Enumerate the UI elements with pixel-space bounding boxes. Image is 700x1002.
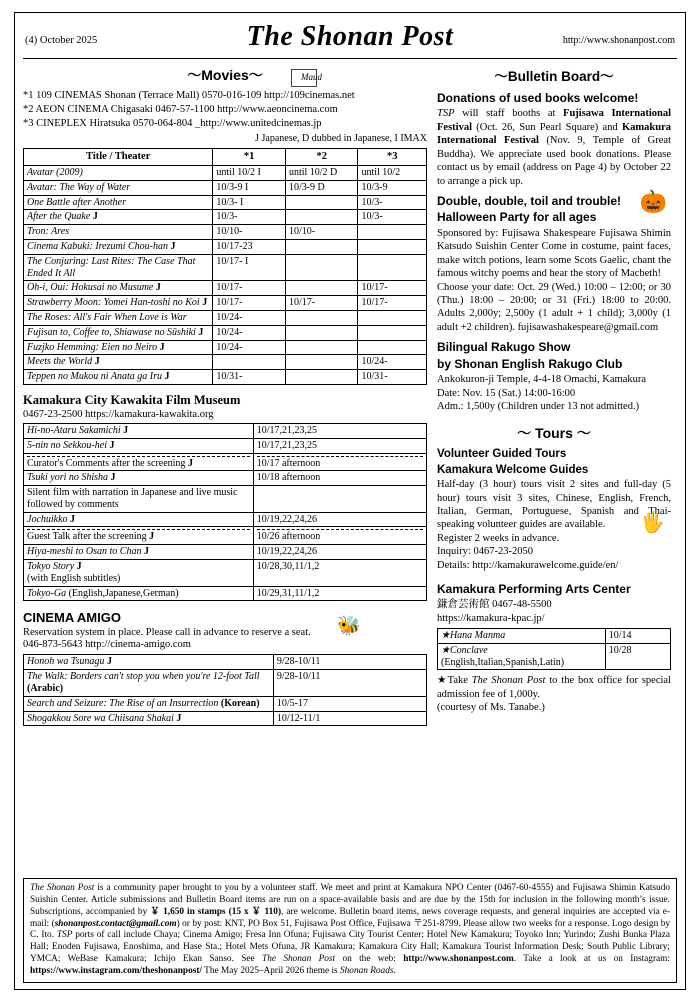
- movie-dates-1: 10/24-: [213, 340, 286, 355]
- right-column: [437, 63, 671, 726]
- bulletin-item-rakugo: [437, 340, 671, 413]
- movie-dates-2: 10/3-9 D: [285, 180, 358, 195]
- movie-title: Meets the World J: [24, 355, 213, 370]
- movie-title: Strawberry Moon: Yomei Han-toshi no Koi J: [24, 296, 213, 311]
- table-row: [24, 355, 427, 370]
- kpac-jp: 鎌倉芸術館 0467-48-5500: [437, 599, 552, 611]
- movie-dates-1: 10/10-: [213, 225, 286, 240]
- movie-dates-1: [213, 355, 286, 370]
- movie-dates-3: 10/17-: [358, 296, 427, 311]
- kawakita-title: Hiya-meshi to Osan to Chan J: [24, 545, 254, 560]
- cinema-2: *2 AEON CINEMA Chigasaki 0467-57-1100 http://www.aeoncinema.com: [23, 103, 338, 115]
- tours-body: Half-day (3 hour) tours visit 2 sites and full-day (5 hour) tours visit 3 sites, Chinese, English, French, Italian, German, Portuguese, Spanish and Thai-speaking volunteer guides are available.: [437, 479, 671, 531]
- table-row: [24, 195, 427, 210]
- table-row: [438, 629, 671, 644]
- table-row: [24, 165, 427, 180]
- paper-title: The Shonan Post: [246, 21, 454, 52]
- kawakita-heading: Kamakura City Kawakita Film Museum: [23, 392, 241, 407]
- table-row: [24, 560, 427, 587]
- table-row: [24, 370, 427, 385]
- kawakita-dates: 10/26 afternoon: [253, 527, 426, 545]
- amigo-table: [23, 654, 427, 726]
- kawakita-title: Hi-no-Ataru Sakamichi J: [24, 423, 254, 438]
- kawakita-title: Tsuki yori no Shisha J: [24, 471, 254, 486]
- table-row: [24, 545, 427, 560]
- movies-heading: ～Movies～: [187, 67, 263, 83]
- amigo-title: The Walk: Borders can't stop you when you're 12-foot Tall (Arabic): [24, 670, 274, 697]
- movie-title: Avatar: The Way of Water: [24, 180, 213, 195]
- table-row: [24, 423, 427, 438]
- movie-dates-2: [285, 325, 358, 340]
- movie-title: After the Quake J: [24, 210, 213, 225]
- rakugo-body: Ankokuron-ji Temple, 4-4-18 Omachi, Kamakura: [437, 374, 647, 386]
- tours-title2: Kamakura Welcome Guides: [437, 463, 589, 476]
- tours-body4[interactable]: Details: http://kamakurawelcome.guide/en/: [437, 559, 619, 571]
- pumpkin-doodle-icon: 🎃: [639, 189, 667, 214]
- movie-dates-2: [285, 310, 358, 325]
- movie-dates-3: 10/31-: [358, 370, 427, 385]
- amigo-dates: 9/28-10/11: [273, 655, 426, 670]
- movies-header-row: [24, 148, 427, 165]
- movie-dates-3: 10/17-: [358, 281, 427, 296]
- amigo-title: Search and Seizure: The Rise of an Insurrection (Korean): [24, 696, 274, 711]
- movie-dates-3: [358, 239, 427, 254]
- tours-block: [437, 447, 671, 572]
- movie-title: Avatar (2009): [24, 165, 213, 180]
- table-row: [24, 453, 427, 471]
- movie-dates-3: 10/24-: [358, 355, 427, 370]
- movie-dates-2: [285, 254, 358, 281]
- col-c3: *3: [358, 148, 427, 165]
- kawakita-dates: 10/18 afternoon: [253, 471, 426, 486]
- movie-dates-2: [285, 370, 358, 385]
- kawakita-title: 5-nin no Sekkou-hei J: [24, 438, 254, 453]
- halloween-body2: Choose your date: Oct. 29 (Wed.) 10:00 – 12:00; or 30 (Thu.) 18:00 – 20:00; or 31 (Fri.) 18:00 to 20:00. Adults 2,000y; 2,500y (1 adult + 1 child); 3,000y (1 adult +2 children). fujisawashakespeare@gmail.com: [437, 281, 671, 333]
- movie-dates-2: [285, 281, 358, 296]
- table-row: [24, 586, 427, 601]
- tours-body2: Register 2 weeks in advance.: [437, 532, 560, 544]
- table-row: [24, 696, 427, 711]
- kawakita-dates: [253, 486, 426, 513]
- kpac-date: 10/14: [605, 629, 670, 644]
- table-row: [24, 310, 427, 325]
- movie-dates-1: until 10/2 I: [213, 165, 286, 180]
- kawakita-title: Guest Talk after the screening J: [24, 527, 254, 545]
- kpac-note2: (courtesy of Ms. Tanabe.): [437, 702, 545, 714]
- movie-title: The Conjuring: Last Rites: The Case That Ended It All: [24, 254, 213, 281]
- left-column: [23, 63, 427, 726]
- halloween-title2: Halloween Party for all ages: [437, 210, 597, 225]
- newspaper-page: [14, 12, 686, 990]
- col-c2: *2: [285, 148, 358, 165]
- kawakita-dates: 10/29,31,11/1,2: [253, 586, 426, 601]
- amigo-note: Reservation system in place. Please call in advance to reserve a seat.: [23, 627, 311, 639]
- movie-dates-2: 10/17-: [285, 296, 358, 311]
- movie-dates-2: until 10/2 D: [285, 165, 358, 180]
- books-body: TSP will staff booths at Fujisawa International Festival (Oct. 26, Sun Pearl Square) and Kamakura International Festival (Nov. 9, Temple of Great Buddha). We appreciate used book donations. Please contact us by email (address on Page 4) by October 22 to arrange a pick up.: [437, 108, 671, 187]
- table-row: [24, 527, 427, 545]
- movie-dates-2: [285, 239, 358, 254]
- kpac-title: ★Conclave (English,Italian,Spanish,Latin): [438, 643, 606, 670]
- amigo-dates: 10/12-11/1: [273, 711, 426, 726]
- amigo-contact[interactable]: 046-873-5643 http://cinema-amigo.com: [23, 639, 191, 651]
- kawakita-dates: 10/17 afternoon: [253, 453, 426, 471]
- movie-dates-3: until 10/2: [358, 165, 427, 180]
- movie-title: One Battle after Another: [24, 195, 213, 210]
- movie-title: The Roses: All's Fair When Love is War: [24, 310, 213, 325]
- table-row: [24, 655, 427, 670]
- dragonfly-doodle-icon: 🐝: [337, 616, 361, 637]
- table-row: [24, 471, 427, 486]
- cinema-list: [23, 89, 427, 131]
- amigo-title: Shogakkou Sore wa Chiisana Shakai J: [24, 711, 274, 726]
- movie-dates-2: [285, 195, 358, 210]
- kpac-heading: Kamakura Performing Arts Center: [437, 582, 631, 597]
- movie-dates-2: 10/10-: [285, 225, 358, 240]
- amigo-heading: CINEMA AMIGO: [23, 610, 121, 626]
- movie-title: Fuzjko Hemming: Eien no Neiro J: [24, 340, 213, 355]
- masthead: [23, 19, 677, 59]
- col-c1: *1: [213, 148, 286, 165]
- halloween-title: Double, double, toil and trouble!: [437, 194, 621, 209]
- movie-dates-1: 10/17-23: [213, 239, 286, 254]
- movie-dates-2: [285, 355, 358, 370]
- books-title: Donations of used books welcome!: [437, 91, 639, 105]
- table-row: [24, 512, 427, 527]
- table-row: [24, 325, 427, 340]
- footer-text: The Shonan Post is a community paper brought to you by a volunteer staff. We meet and print at Kamakura NPO Center (0467-60-4555) and Fujisawa Shimin Katsudo Suishin Center. Article submissions and Bulletin Board items are run on a space-available basis and are due by the 15th for inclusion in the following month’s issue. Subscriptions, accompanied by ￥ 1,650 in stamps (15 x ￥ 110), are welcome. Bulletin board items, news coverage requests, and general inquiries are accepted via e-mail: (shonanpost.contact@gmail.com) or by post: KNT, PO Box 51, Fujisawa Post Office, Fujisawa 〒251-8799. Please allow two weeks for a response. Logo design by C. Ito. TSP ports of call include Chaya; Cinema Amigo; Fresa Inn Ofuna; Fujisawa City Tourist Center; Hotel New Kamakura; Toyoko Inn; Yurindo; Zushi Bunka Plaza Hall; Enoden Fujisawa, Enoshima, and Hase Sta.; Hotel Mets Ofuna, JR Kamakura; Kamakura City Hall; Kamakura Tourist Information Desk; South Public Library; YMCA; WeBase Kamakura; Ichijo Ekan Sanso. See The Shonan Post on the web: http://www.shonanpost.com. Take a look at us on Instagram: https://www.instagram.com/theshonanpost/ The May 2025–April 2026 theme is Shonan Roads.: [30, 882, 671, 977]
- movie-dates-3: 10/3-: [358, 195, 427, 210]
- kpac-table: [437, 628, 671, 670]
- movie-title: Tron: Ares: [24, 225, 213, 240]
- hand-doodle-icon: 🖐: [640, 512, 665, 534]
- kpac-date: 10/28: [605, 643, 670, 670]
- kawakita-dates: 10/17,21,23,25: [253, 423, 426, 438]
- table-row: [24, 210, 427, 225]
- kawakita-title: Silent film with narration in Japanese and live music followed by comments: [24, 486, 254, 513]
- cinema-1: *1 109 CINEMAS Shonan (Terrace Mall) 0570-016-109 http://109cinemas.net: [23, 90, 355, 101]
- movie-dates-1: 10/24-: [213, 325, 286, 340]
- tours-body3: Inquiry: 0467-23-2050: [437, 546, 533, 558]
- movie-dates-1: 10/3- I: [213, 195, 286, 210]
- movie-dates-2: [285, 210, 358, 225]
- movie-title: Fujisan to, Coffee to, Shiawase no Sūshiki J: [24, 325, 213, 340]
- table-row: [24, 438, 427, 453]
- kawakita-title: Jochuikko J: [24, 512, 254, 527]
- footer-block: [23, 878, 677, 983]
- rakugo-title2: by Shonan English Rakugo Club: [437, 356, 623, 371]
- movie-dates-1: 10/3-: [213, 210, 286, 225]
- table-row: [24, 225, 427, 240]
- content-columns: [23, 63, 677, 726]
- kawakita-dates: 10/28,30,11/1,2: [253, 560, 426, 587]
- rakugo-title: Bilingual Rakugo Show: [437, 340, 571, 355]
- rakugo-body2: Date: Nov. 15 (Sat.) 14:00-16:00: [437, 387, 576, 399]
- kpac-url[interactable]: https://kamakura-kpac.jp/: [437, 612, 545, 624]
- movie-dates-1: 10/24-: [213, 310, 286, 325]
- paper-url[interactable]: http://www.shonanpost.com: [562, 35, 675, 46]
- movie-title: Teppen no Mukou ni Anata ga Iru J: [24, 370, 213, 385]
- bulletin-heading: ～Bulletin Board～: [494, 69, 614, 84]
- movie-dates-2: [285, 340, 358, 355]
- rakugo-body3: Adm.: 1,500y (Children under 13 not admitted.): [437, 400, 640, 412]
- kpac-note: ★Take The Shonan Post to the box office for special admission fee of 1,000y.: [437, 675, 671, 700]
- tours-title: Volunteer Guided Tours: [437, 448, 567, 461]
- table-row: [24, 670, 427, 697]
- movie-dates-1: 10/31-: [213, 370, 286, 385]
- kpac-title: ★Hana Manma: [438, 629, 606, 644]
- cinema-3: *3 CINEPLEX Hiratsuka 0570-064-804 _http://www.unitedcinemas.jp: [23, 117, 322, 129]
- movies-table: [23, 148, 427, 385]
- table-row: [438, 643, 671, 670]
- kawakita-dates: 10/19,22,24,26: [253, 545, 426, 560]
- table-row: [24, 296, 427, 311]
- movie-dates-1: 10/3-9 I: [213, 180, 286, 195]
- col-title: Title / Theater: [24, 148, 213, 165]
- kawakita-table: [23, 423, 427, 602]
- amigo-dates: 9/28-10/11: [273, 670, 426, 697]
- table-row: [24, 180, 427, 195]
- movie-dates-1: 10/17-: [213, 296, 286, 311]
- amigo-title: Honoh wa Tsunagu J: [24, 655, 274, 670]
- movie-dates-3: [358, 254, 427, 281]
- issue-date: (4) October 2025: [25, 35, 98, 46]
- table-row: [24, 254, 427, 281]
- bulletin-item-halloween: [437, 194, 671, 334]
- table-row: [24, 486, 427, 513]
- movie-dates-3: [358, 340, 427, 355]
- bulletin-item-books: [437, 91, 671, 188]
- movie-title: Cinema Kabuki: Irezumi Chou-han J: [24, 239, 213, 254]
- kawakita-dates: 10/19,22,24,26: [253, 512, 426, 527]
- kawakita-dates: 10/17,21,23,25: [253, 438, 426, 453]
- movie-dates-3: [358, 325, 427, 340]
- signature-doodle: Maud: [301, 72, 322, 82]
- movie-dates-3: 10/3-9: [358, 180, 427, 195]
- legend-note: J Japanese, D dubbed in Japanese, I IMAX: [255, 132, 427, 144]
- halloween-body: Sponsored by: Fujisawa Shakespeare Fujisawa Shimin Katsudo Suishin Center Come in costume, paint faces, make witch potions, learn some Scots Gaelic, chant the famous witchy poems and hear the story of Macbeth!: [437, 227, 671, 280]
- kawakita-title: Tokyo Story J (with English subtitles): [24, 560, 254, 587]
- movie-title: Oh-i, Oui: Hokusai no Musume J: [24, 281, 213, 296]
- tours-heading: ～ Tours ～: [517, 425, 591, 442]
- movie-dates-3: 10/3-: [358, 210, 427, 225]
- table-row: [24, 340, 427, 355]
- kawakita-title: Curator's Comments after the screening J: [24, 453, 254, 471]
- table-row: [24, 711, 427, 726]
- movie-dates-3: [358, 310, 427, 325]
- table-row: [24, 281, 427, 296]
- amigo-dates: 10/5-17: [273, 696, 426, 711]
- movie-dates-3: [358, 225, 427, 240]
- table-row: [24, 239, 427, 254]
- kawakita-title: Tokyo-Ga (English,Japanese,German): [24, 586, 254, 601]
- kawakita-contact[interactable]: 0467-23-2500 https://kamakura-kawakita.org: [23, 408, 214, 420]
- movie-dates-1: 10/17- I: [213, 254, 286, 281]
- movie-dates-1: 10/17-: [213, 281, 286, 296]
